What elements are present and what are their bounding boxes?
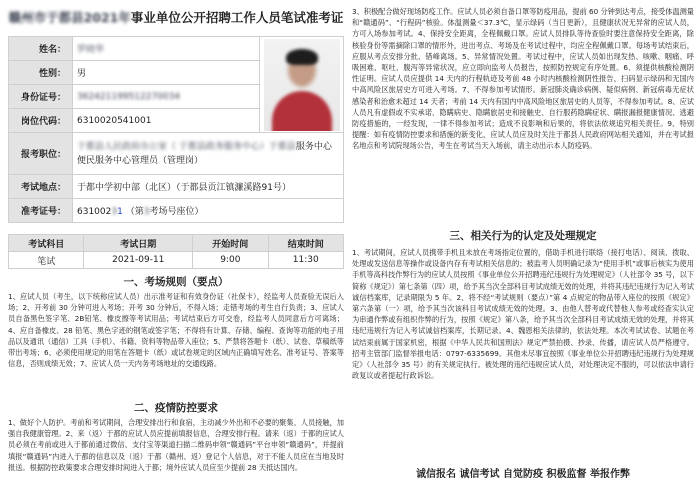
violation-section [352,228,694,381]
name-value: 罗晓华 [73,37,260,61]
photo-cell [260,37,344,133]
exam-start: 9:00 [193,252,268,269]
right-column [352,6,694,482]
exam-subject: 笔试 [9,252,84,269]
covid-continued-text: 3、积极配合做好现场防疫工作。应试人员必须自备口罩等防疫用品，提前 60 分钟到达考点，接受体温测量和“赣通码”、“行程码”核验。体温测量＜37.3℃，显示绿码（当日更新），且健康状况无异常的应试人员，方可入场参加考试。4、保持安全距离，全程佩戴口罩。应试人员排队等待查验时要注意保持安全距离，除核验身份等需摘除口罩的情形外，进出考点、考场及在考试过程中，均应全程佩戴口罩。每场考试结束后，应服从考点安排分批、错峰离场。5、异常情况处置。考试过程中，应试人员如出现发热、咳嗽、咽痛、呼吸困难、呕吐、腹泻等异常状况，应立即向监考人员报告，按照防控规定有序处置。6、须提供核酸检测阴性证明。应试人员应提供 14 天内的行程轨迹及考前 48 小时内核酸检测阴性报告，扫码显示绿码和无国内中高风险区旅居史方可进入考场。7、不得参加考试情形。新冠肺炎确诊病例、疑似病例、新冠病毒无症状感染者和治愈未超过 14 天者；考前 14 天内有国内中高风险地区旅居史的人员等，不得参加考试。8、应试人员凡有虚假或不实承诺、隐瞒病史、隐瞒旅居史和接触史、自行服药隐瞒症状、瞒报漏报健康情况、逃避防疫措施的，一经发现，一律不得参加考试；造成不良影响和后果的，将依法依规追究相关责任。9、特别提醒：如有疫情防控要求和措施的新变化，应试人员应及时关注于都县人民政府网站相关通知，并在考试报名地点和考试院现场公告，考生在考试当天入场前，请主动出示本人防疫码。 [352,7,694,151]
exam-location-value: 于都中学初中部（北区）（于都县贡江镇濂溪路91号） [73,175,344,199]
position-label: 报考职位： [9,133,73,175]
ticket-title [8,6,344,30]
gender-value: 男 [73,61,260,85]
rules-text: 1、应试人员（考生，以下统称应试人员）出示准考证和有效身份证（社保卡），经监考人员查验无误后入场；2、开考前 30 分钟可进入考场；开考 30 分钟后，不得入场；走错考场的考生自行负责；3、应试人员自备黑色签字笔、2B铅笔、橡皮擦等考试用品；考试结束后方可交卷，经监考人员同意后方可离场；4、应自备橡皮、28 铅笔、黑色字迹的钢笔或签字笔；不得将有计算、存储、编程、查询等功能的电子用品以及通讯（通信）工具（手机）、书籍、资料等物品带入座位；5、严禁将答题卡（纸）、试卷、草稿纸等带出考场；6、必须使用规定的用笔在答题卡（纸）或试卷规定的区域内正确填写姓名、准考证号、答案等信息，否则成绩无效；7、应试人员一天内务考场地址的交通线路。 [8,292,344,369]
exam-header-end: 结束时间 [268,235,343,252]
id-label: 身份证号： [9,85,73,109]
violation-text: 1、考试期间，应试人员携带手机且未放在考场指定位置的，借助手机进行联络（接打电话）、阅读、拨取、处理或发送信息等操作或设备内存有考试相关信息的；被监考人员明确记录为“使用手机”或事后核实为使用手机等高科技作弊行为的应试人员按照《事业单位公开招聘违纪违规行为处理规定》（人社部令 35 号，以下简称《规定》）第七条第（四）项，给予其当次全部科目考试成绩无效的处理，并将其违纪违规行为记入考试诚信档案库，记录期限为 5 年。2、将不经“考试规则（要点）”第 4 点规定的物品带入座位的按照《规定》第六条第（一）项，给予其当次该科目考试成绩无效的处理。3、由他人替考或代替他人参考或经查实认定为串通作弊或有组织作弊的行为，按照《规定》第八条，给予其当次全部科目考试成绩无效的处理，并将其违纪违规行为记入考试诚信档案库，长期记录。4、魏恩相关法律的，依法处理。本次考试试卷、试题在考试结束前属于国家机密，根据《中华人民共和国刑法》规定严禁拍摄、抄录、传播，请应试人员严格遵守。招考主管部门监督举报电话：0797-6335699。其他未尽事宜按照《事业单位公开招聘违纪违规行为处理规定》（人社部令 35 号）的有关规定执行。被处理的违纪违规应试人员，对处理决定不服的，可以依法申请行政复议或者提起行政诉讼。 [352,248,694,381]
exam-date: 2021-09-11 [84,252,193,269]
name-label: 姓名： [9,37,73,61]
covid-text: 1、做好个人防护。考前和考试期间，合理安排出行和食宿，主动减少外出和不必要的聚集、人员接触，加强自我健康管理。2、来（返）于都的应试人员应提前填报信息，合理安排行程。请来（返）于都的应试人员必须在考前或进入于都前通过微信、支付宝等渠道扫描二维码申领“赣通码”平台申领“赣通码”，并提前填报“赣通码”内进入于都的信息以及（返）于都（赣州、返）登记个人信息，对于不能人员应在当地及时报送。根据防控政策要求合理安排时间进入于都；境外应试人员应至少提前 28 天抵达国内。 [8,418,344,472]
left-column [8,6,344,482]
title-main: 事业单位公开招聘工作人员笔试准考证 [130,10,344,25]
exam-schedule-table [8,234,344,269]
rules-title: 一、考场规则（要点） [123,276,229,288]
position-value: 于都县人民政府办公室（ 于都县政务服务中心）于都县服务中心便民服务中心管理员（管理岗） [73,133,344,175]
integrity-footer: 诚信报名 诚信考试 自觉防疫 积极监督 举报作弊 [416,469,630,480]
exam-header-start: 开始时间 [193,235,268,252]
exam-header-subject: 考试科目 [9,235,84,252]
title-prefix-blurred: 赣州市于都县2021年 [8,10,131,25]
candidate-photo [264,39,340,131]
gender-label: 性别： [9,61,73,85]
post-code-value: 6310020541001 [73,109,260,133]
exam-header-date: 考试日期 [84,235,193,252]
exam-location-label: 考试地点： [9,175,73,199]
covid-title: 二、疫情防控要求 [134,402,218,414]
rules-section [8,274,344,369]
covid-section [8,400,344,473]
post-code-label: 岗位代码： [9,109,73,133]
violation-title: 三、相关行为的认定及处理规定 [449,230,597,242]
candidate-info-table [8,36,344,223]
ticket-number-value: 63100231 （第3考场号座位） [73,199,344,223]
id-value: 362421199512270034 [73,85,260,109]
ticket-number-label: 准考证号： [9,199,73,223]
exam-end: 11:30 [268,252,343,269]
